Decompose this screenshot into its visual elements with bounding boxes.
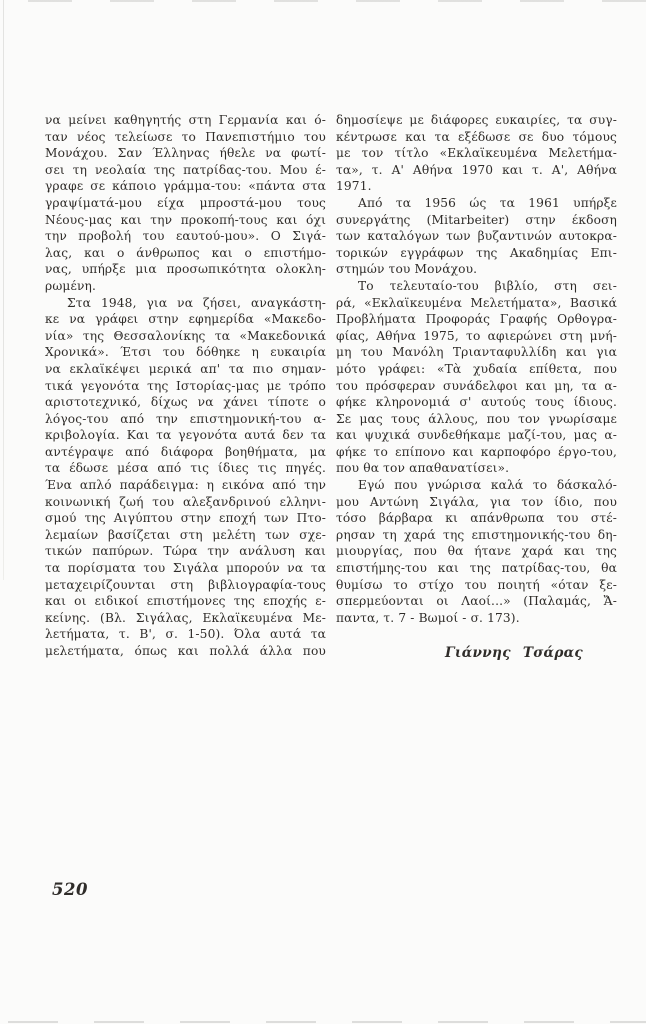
text-line: που θα τον απαθανατίσει». xyxy=(336,461,510,476)
column-right xyxy=(336,112,617,661)
text-line: τικών παπύρων. Τώρα την ανάλυση και xyxy=(45,544,326,559)
text-line: λετήματα, τ. Β', σ. 1-50). Όλα αυτά τα xyxy=(45,627,326,642)
text-line: Το τελευταίο-του βιβλίο, στη σει- xyxy=(358,278,617,293)
text-line: ταν νέος τελείωσε το Πανεπιστήμιο του xyxy=(45,129,326,144)
text-line: δημοσίεψε με διάφορες ευκαιρίες, τα συγ- xyxy=(336,113,617,127)
column-left xyxy=(45,112,326,660)
text-line: αριστοτεχνικό, δίχως να χάνει τίποτε ο xyxy=(45,395,326,410)
paragraph-list-right xyxy=(336,112,617,626)
text-line: Σε μας τους άλλους, που τον γνωρίσαμε xyxy=(336,411,617,426)
text-line: 1971. xyxy=(336,179,372,194)
text-line: σει τη νεολαία της πατρίδας-του. Μου έ- xyxy=(45,162,326,177)
text-line: τα έδωσε μέσα από τις ίδιες τις πηγές. xyxy=(45,461,326,476)
text-line: λόγος-του από την επιστημονική-του α- xyxy=(45,411,326,426)
paragraph xyxy=(336,195,617,278)
text-line: κριβολογία. Και τα γεγονότα αυτά δεν τα xyxy=(45,428,326,443)
text-line: λεμαίων βασίζεται στη μελέτη των σχε- xyxy=(45,527,326,542)
text-line: στημών του Μονάχου. xyxy=(336,262,478,277)
text-line: φίας, Αθήνα 1975, το αφιερώνει στη μνή- xyxy=(336,328,617,343)
paragraph xyxy=(45,295,326,660)
text-line: σπερμεύονται οι Λαοί...» (Παλαμάς, Ἄ- xyxy=(336,594,617,609)
text-line: ρησαν τη χαρά της επιστημονικής-του δη- xyxy=(336,527,617,542)
text-line: φήκε το επίπονο και καρποφόρο έργο-του, xyxy=(336,444,617,459)
text-line: των καταλόγων των βυζαντινών αυτοκρα- xyxy=(336,229,617,244)
text-line: νας, υπήρξε μια προσωπικότητα ολοκλη- xyxy=(45,262,326,277)
text-line: θυμίσω το στίχο του ποιητή «όταν ξε- xyxy=(336,577,617,592)
text-line: Μονάχου. Σαν Έλληνας ήθελε να φωτί- xyxy=(45,146,326,161)
text-line: λας, και ο άνθρωπος και ο επιστήμο- xyxy=(45,245,326,260)
text-line: νία» της Θεσσαλονίκης τα «Μακεδονικά xyxy=(45,328,326,343)
text-line: μεταχειρίζουνται στη βιβλιογραφία-τους xyxy=(45,577,326,592)
text-line: τορικών εγγράφων της Ακαδημίας Επι- xyxy=(336,245,617,260)
text-line: τόσο βάρβαρα κι απάνθρωπα του στέ- xyxy=(336,511,617,526)
text-line: τα πορίσματα του Σιγάλα μπορούν να τα xyxy=(45,561,326,576)
text-line: κοινωνική ζωή του αλεξανδρινού ελληνι- xyxy=(45,494,326,509)
text-line: τα», τ. Α' Αθήνα 1970 και τ. Α', Αθήνα xyxy=(336,162,617,177)
text-line: Ένα απλό παράδειγμα: η εικόνα από την xyxy=(45,478,326,493)
text-line: και ψυχικά συνδεθήκαμε μαζί-του, μας α- xyxy=(336,428,617,443)
text-line: να μείνει καθηγητής στη Γερμανία και ό- xyxy=(45,113,326,127)
page-number: 520 xyxy=(52,880,88,899)
text-line: ρά, «Εκλαϊκευμένα Μελετήματα», Βασικά xyxy=(336,295,617,310)
text-line: ρωμένη. xyxy=(45,278,96,293)
text-line: Στα 1948, για να ζήσει, αναγκάστη- xyxy=(67,295,326,310)
text-line: φήκε κληρονομιά σ' αυτούς τους ίδιους. xyxy=(336,395,617,410)
text-line: και οι ειδικοί επιστήμονες της εποχής ε- xyxy=(45,594,326,609)
text-line: συνεργάτης (Mitarbeiter) στην έκδοση xyxy=(336,212,617,227)
text-line: μιουργίας, που θα ήτανε χαρά και της xyxy=(336,544,617,559)
scan-artifact-left-edge xyxy=(3,0,4,580)
paragraph-list-left xyxy=(45,112,326,660)
text-line: σμού της Αιγύπτου στην εποχή των Πτο- xyxy=(45,511,326,526)
text-line: Χρονικά». Έτσι του δόθηκε η ευκαιρία xyxy=(45,345,326,360)
paragraph xyxy=(336,112,617,195)
text-line: του πρόσφεραν συνάδελφοι και μη, τα α- xyxy=(336,378,617,393)
text-line: μη του Μανόλη Τριανταφυλλίδη και για xyxy=(336,345,617,360)
text-line: αντέγραψε από διάφορα βοηθήματα, μα xyxy=(45,444,326,459)
text-line: κε να γράφει στην εφημερίδα «Μακεδο- xyxy=(45,312,326,327)
text-line: μου Αντώνη Σιγάλα, για τον ίδιο, που xyxy=(336,494,617,509)
scan-artifact-bottom-edge xyxy=(8,1021,646,1023)
author-signature: Γιάννης Τσάρας xyxy=(444,645,583,662)
text-line: παντα, τ. 7 - Βωμοί - σ. 173). xyxy=(336,610,520,625)
text-line: κείνης. (Βλ. Σιγάλας, Εκλαϊκευμένα Με- xyxy=(45,610,326,625)
text-line: Νέους-μας και την προκοπή-τους και όχι xyxy=(45,212,326,227)
paragraph xyxy=(336,477,617,626)
text-line: γραφε σε κάποιο γράμμα-του: «πάντα στα xyxy=(45,179,326,194)
text-line: επιστήμης-του και της πατρίδας-του, θα xyxy=(336,561,617,576)
text-line: μελετήματα, όπως και πολλά άλλα που xyxy=(45,644,326,658)
text-line: να εκλαϊκέψει μερικά απ' τα πιο σημαν- xyxy=(45,361,326,376)
text-line: Προβλήματα Προφοράς Γραφής Ορθογρα- xyxy=(336,312,617,327)
scan-artifact-top-edge xyxy=(28,0,646,2)
text-line: Από τα 1956 ώς τα 1961 υπήρξε xyxy=(358,195,617,210)
text-line: Εγώ που γνώρισα καλά το δάσκαλό- xyxy=(358,478,617,493)
text-line: μότο γράφει: «Τὰ χυδαία επίθετα, που xyxy=(336,361,617,376)
paragraph xyxy=(45,112,326,295)
text-line: κέντρωσε και τα εξέδωσε σε δυο τόμους xyxy=(336,129,617,144)
text-line: γραψίματά-μου είχα μπροστά-μου τους xyxy=(45,195,326,210)
paragraph xyxy=(336,278,617,477)
text-line: τικά γεγονότα της Ιστορίας-μας με τρόπο xyxy=(45,378,326,393)
text-line: την προβολή του εαυτού-μου». Ο Σιγά- xyxy=(45,229,326,244)
text-line: με τον τίτλο «Εκλαϊκευμένα Μελετήμα- xyxy=(336,146,617,161)
